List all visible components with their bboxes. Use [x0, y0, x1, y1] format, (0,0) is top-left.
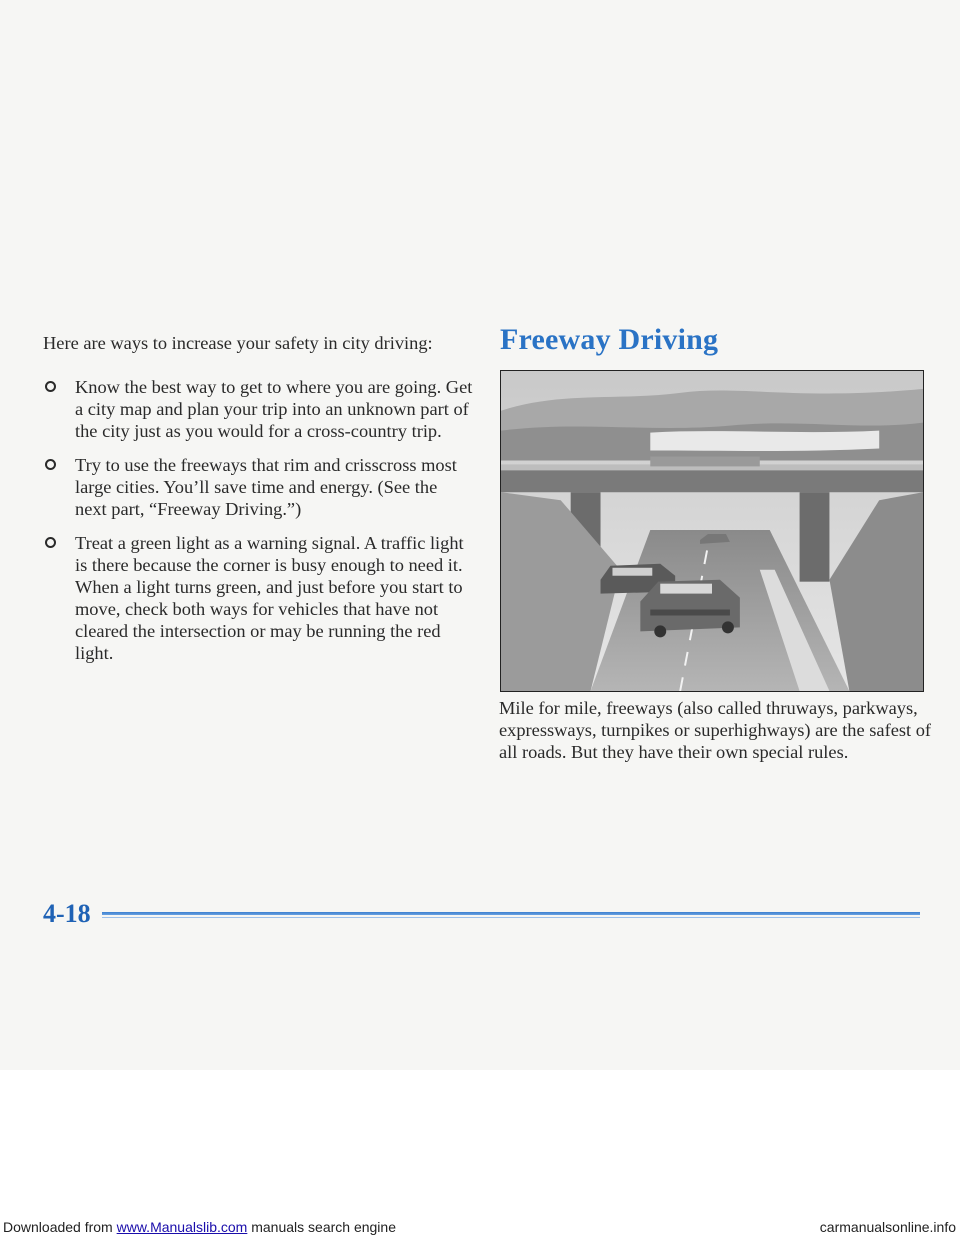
- bullet-icon: [45, 459, 56, 470]
- footer-suffix: manuals search engine: [247, 1219, 396, 1235]
- page-rule-divider-thin: [102, 917, 920, 918]
- page-number: 4-18: [43, 899, 91, 928]
- manualslib-link[interactable]: www.Manualslib.com: [116, 1219, 248, 1235]
- bullet-text: Know the best way to get to where you are going. Get a city map and plan your trip into an unknown part of the city just as you would for a cross-country trip.: [75, 377, 473, 441]
- freeway-illustration: [500, 370, 924, 692]
- footer-source: [3, 1219, 396, 1235]
- page-rule-divider: [102, 912, 920, 915]
- list-item: [43, 376, 473, 442]
- list-item: [43, 454, 473, 520]
- list-item: [43, 532, 473, 664]
- intro-text: Here are ways to increase your safety in city driving:: [43, 333, 433, 353]
- safety-tips-list: [43, 376, 473, 676]
- bullet-text: Try to use the freeways that rim and crisscross most large cities. You’ll save time and energy. (See the next part, “Freeway Driving.”): [75, 455, 457, 519]
- bullet-text: Treat a green light as a warning signal. A traffic light is there because the corner is busy enough to need it. When a light turns green, and just before you start to move, check both ways for vehicles that have not cleared the intersection or may be running the red light.: [75, 533, 464, 663]
- bullet-icon: [45, 537, 56, 548]
- watermark-site: carmanualsonline.info: [819, 1219, 956, 1235]
- bullet-icon: [45, 381, 56, 392]
- footer-prefix: Downloaded from: [3, 1219, 117, 1235]
- freeway-description: Mile for mile, freeways (also called thruways, parkways, expressways, turnpikes or superhighways) are the safest of all roads. But they have their own special rules.: [499, 698, 932, 762]
- freeway-scene-image: [501, 371, 923, 691]
- section-title: Freeway Driving: [500, 323, 719, 356]
